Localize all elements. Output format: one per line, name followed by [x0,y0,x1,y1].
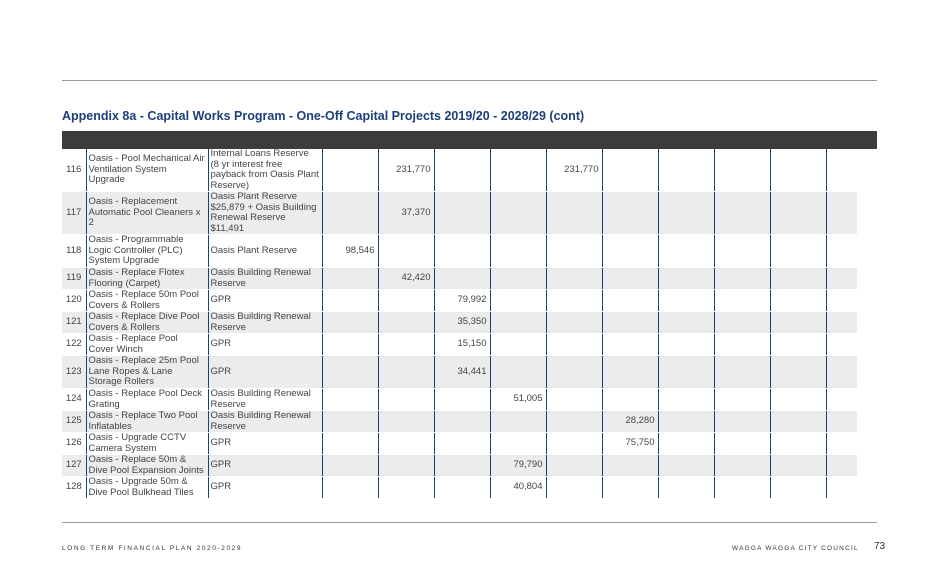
project-number: 128 [62,477,86,499]
year-amount-6 [602,192,658,235]
year-amount-1 [322,192,378,235]
year-amount-6: 28,280 [602,411,658,433]
year-amount-6 [602,290,658,312]
year-amount-5 [546,268,602,290]
year-amount-1 [322,356,378,389]
year-amount-10 [826,455,857,477]
project-name: Oasis - Pool Mechanical Air Ventilation System Upgrade [86,149,208,192]
year-amount-9 [770,334,826,356]
year-amount-3: 15,150 [434,334,490,356]
top-rule [62,80,877,81]
year-amount-2 [378,477,434,499]
project-number: 117 [62,192,86,235]
year-amount-5 [546,312,602,334]
funding-source: GPR [208,356,322,389]
year-amount-2: 231,770 [378,149,434,192]
year-amount-1: 98,546 [322,235,378,268]
project-number: 125 [62,411,86,433]
year-amount-2 [378,334,434,356]
project-number: 122 [62,334,86,356]
project-number: 116 [62,149,86,192]
year-amount-10 [826,192,857,235]
year-amount-9 [770,235,826,268]
year-amount-5 [546,290,602,312]
table-row [62,290,857,312]
year-amount-2 [378,411,434,433]
year-amount-9 [770,477,826,499]
year-amount-6 [602,149,658,192]
table-row [62,334,857,356]
year-amount-5: 231,770 [546,149,602,192]
year-amount-2 [378,389,434,411]
year-amount-8 [714,356,770,389]
project-name: Oasis - Replace Pool Cover Winch [86,334,208,356]
project-number: 120 [62,290,86,312]
project-name: Oasis - Replacement Automatic Pool Cleaners x 2 [86,192,208,235]
year-amount-1 [322,290,378,312]
year-amount-4: 79,790 [490,455,546,477]
year-amount-7 [658,334,714,356]
year-amount-9 [770,312,826,334]
project-number: 127 [62,455,86,477]
table-row [62,356,857,389]
year-amount-8 [714,235,770,268]
year-amount-9 [770,268,826,290]
year-amount-5 [546,411,602,433]
year-amount-4 [490,334,546,356]
year-amount-3 [434,433,490,455]
year-amount-5 [546,389,602,411]
year-amount-2 [378,455,434,477]
year-amount-1 [322,455,378,477]
project-number: 118 [62,235,86,268]
capital-works-table [62,149,857,499]
year-amount-6 [602,455,658,477]
year-amount-2 [378,433,434,455]
year-amount-4 [490,290,546,312]
year-amount-7 [658,455,714,477]
year-amount-9 [770,192,826,235]
year-amount-10 [826,149,857,192]
project-number: 123 [62,356,86,389]
year-amount-10 [826,411,857,433]
year-amount-3 [434,477,490,499]
year-amount-10 [826,312,857,334]
year-amount-8 [714,455,770,477]
year-amount-7 [658,235,714,268]
year-amount-5 [546,334,602,356]
project-number: 126 [62,433,86,455]
year-amount-7 [658,192,714,235]
table-row [62,477,857,499]
year-amount-4 [490,312,546,334]
year-amount-7 [658,356,714,389]
year-amount-1 [322,477,378,499]
year-amount-3 [434,192,490,235]
year-amount-8 [714,268,770,290]
project-name: Oasis - Replace 50m Pool Covers & Rollers [86,290,208,312]
table-row [62,411,857,433]
funding-source: Internal Loans Reserve (8 yr interest free payback from Oasis Plant Reserve) [208,149,322,192]
year-amount-1 [322,433,378,455]
year-amount-3 [434,455,490,477]
year-amount-2 [378,356,434,389]
year-amount-9 [770,149,826,192]
year-amount-8 [714,477,770,499]
year-amount-2: 37,370 [378,192,434,235]
year-amount-5 [546,356,602,389]
year-amount-4: 51,005 [490,389,546,411]
year-amount-3 [434,389,490,411]
table-row [62,433,857,455]
funding-source: GPR [208,334,322,356]
year-amount-6 [602,477,658,499]
table-row [62,268,857,290]
year-amount-6 [602,235,658,268]
year-amount-3 [434,411,490,433]
year-amount-5 [546,192,602,235]
year-amount-6 [602,312,658,334]
year-amount-3: 34,441 [434,356,490,389]
footer-document-title: LONG TERM FINANCIAL PLAN 2020-2029 [62,545,243,552]
year-amount-2 [378,312,434,334]
year-amount-8 [714,334,770,356]
funding-source: GPR [208,455,322,477]
year-amount-9 [770,411,826,433]
year-amount-8 [714,149,770,192]
year-amount-7 [658,268,714,290]
year-amount-1 [322,149,378,192]
table-header-bar [62,131,877,149]
funding-source: GPR [208,290,322,312]
year-amount-4 [490,192,546,235]
project-name: Oasis - Upgrade CCTV Camera System [86,433,208,455]
funding-source: Oasis Plant Reserve [208,235,322,268]
funding-source: Oasis Building Renewal Reserve [208,312,322,334]
year-amount-4 [490,268,546,290]
year-amount-4 [490,356,546,389]
table-row [62,235,857,268]
year-amount-6 [602,356,658,389]
year-amount-4 [490,235,546,268]
project-name: Oasis - Replace Dive Pool Covers & Rollers [86,312,208,334]
year-amount-7 [658,149,714,192]
funding-source: Oasis Plant Reserve $25,879 + Oasis Building Renewal Reserve $11,491 [208,192,322,235]
year-amount-9 [770,455,826,477]
year-amount-2: 42,420 [378,268,434,290]
year-amount-4: 40,804 [490,477,546,499]
bottom-rule [62,522,877,523]
table-row [62,312,857,334]
year-amount-8 [714,389,770,411]
year-amount-8 [714,433,770,455]
table-row [62,455,857,477]
year-amount-1 [322,389,378,411]
year-amount-7 [658,411,714,433]
funding-source: Oasis Building Renewal Reserve [208,411,322,433]
project-number: 121 [62,312,86,334]
project-name: Oasis - Replace Pool Deck Grating [86,389,208,411]
year-amount-6 [602,268,658,290]
year-amount-3: 79,992 [434,290,490,312]
project-name: Oasis - Replace 25m Pool Lane Ropes & Lane Storage Rollers [86,356,208,389]
year-amount-10 [826,477,857,499]
year-amount-5 [546,477,602,499]
project-number: 119 [62,268,86,290]
year-amount-4 [490,433,546,455]
project-name: Oasis - Replace 50m & Dive Pool Expansion Joints [86,455,208,477]
year-amount-7 [658,290,714,312]
year-amount-10 [826,356,857,389]
year-amount-10 [826,334,857,356]
funding-source: Oasis Building Renewal Reserve [208,268,322,290]
footer-council-name: WAGGA WAGGA CITY COUNCIL [732,545,859,552]
project-name: Oasis - Replace Two Pool Inflatables [86,411,208,433]
year-amount-5 [546,433,602,455]
year-amount-1 [322,312,378,334]
year-amount-10 [826,389,857,411]
funding-source: Oasis Building Renewal Reserve [208,389,322,411]
year-amount-8 [714,290,770,312]
year-amount-3 [434,235,490,268]
year-amount-10 [826,268,857,290]
year-amount-1 [322,268,378,290]
table-row [62,149,857,192]
year-amount-5 [546,235,602,268]
year-amount-8 [714,312,770,334]
year-amount-3 [434,149,490,192]
table-row [62,192,857,235]
page-title: Appendix 8a - Capital Works Program - One-Off Capital Projects 2019/20 - 2028/29 (cont) [62,109,585,123]
table-row [62,389,857,411]
year-amount-3: 35,350 [434,312,490,334]
year-amount-7 [658,389,714,411]
year-amount-6: 75,750 [602,433,658,455]
year-amount-9 [770,290,826,312]
year-amount-3 [434,268,490,290]
project-name: Oasis - Programmable Logic Controller (PLC) System Upgrade [86,235,208,268]
year-amount-7 [658,477,714,499]
project-number: 124 [62,389,86,411]
funding-source: GPR [208,477,322,499]
year-amount-4 [490,149,546,192]
year-amount-7 [658,433,714,455]
year-amount-8 [714,411,770,433]
year-amount-8 [714,192,770,235]
year-amount-9 [770,389,826,411]
year-amount-9 [770,356,826,389]
page-number: 73 [874,541,886,552]
year-amount-9 [770,433,826,455]
year-amount-1 [322,411,378,433]
year-amount-6 [602,334,658,356]
year-amount-10 [826,290,857,312]
year-amount-10 [826,235,857,268]
project-name: Oasis - Upgrade 50m & Dive Pool Bulkhead Tiles [86,477,208,499]
year-amount-2 [378,290,434,312]
project-name: Oasis - Replace Flotex Flooring (Carpet) [86,268,208,290]
year-amount-5 [546,455,602,477]
funding-source: GPR [208,433,322,455]
year-amount-2 [378,235,434,268]
year-amount-6 [602,389,658,411]
year-amount-1 [322,334,378,356]
year-amount-7 [658,312,714,334]
year-amount-4 [490,411,546,433]
year-amount-10 [826,433,857,455]
